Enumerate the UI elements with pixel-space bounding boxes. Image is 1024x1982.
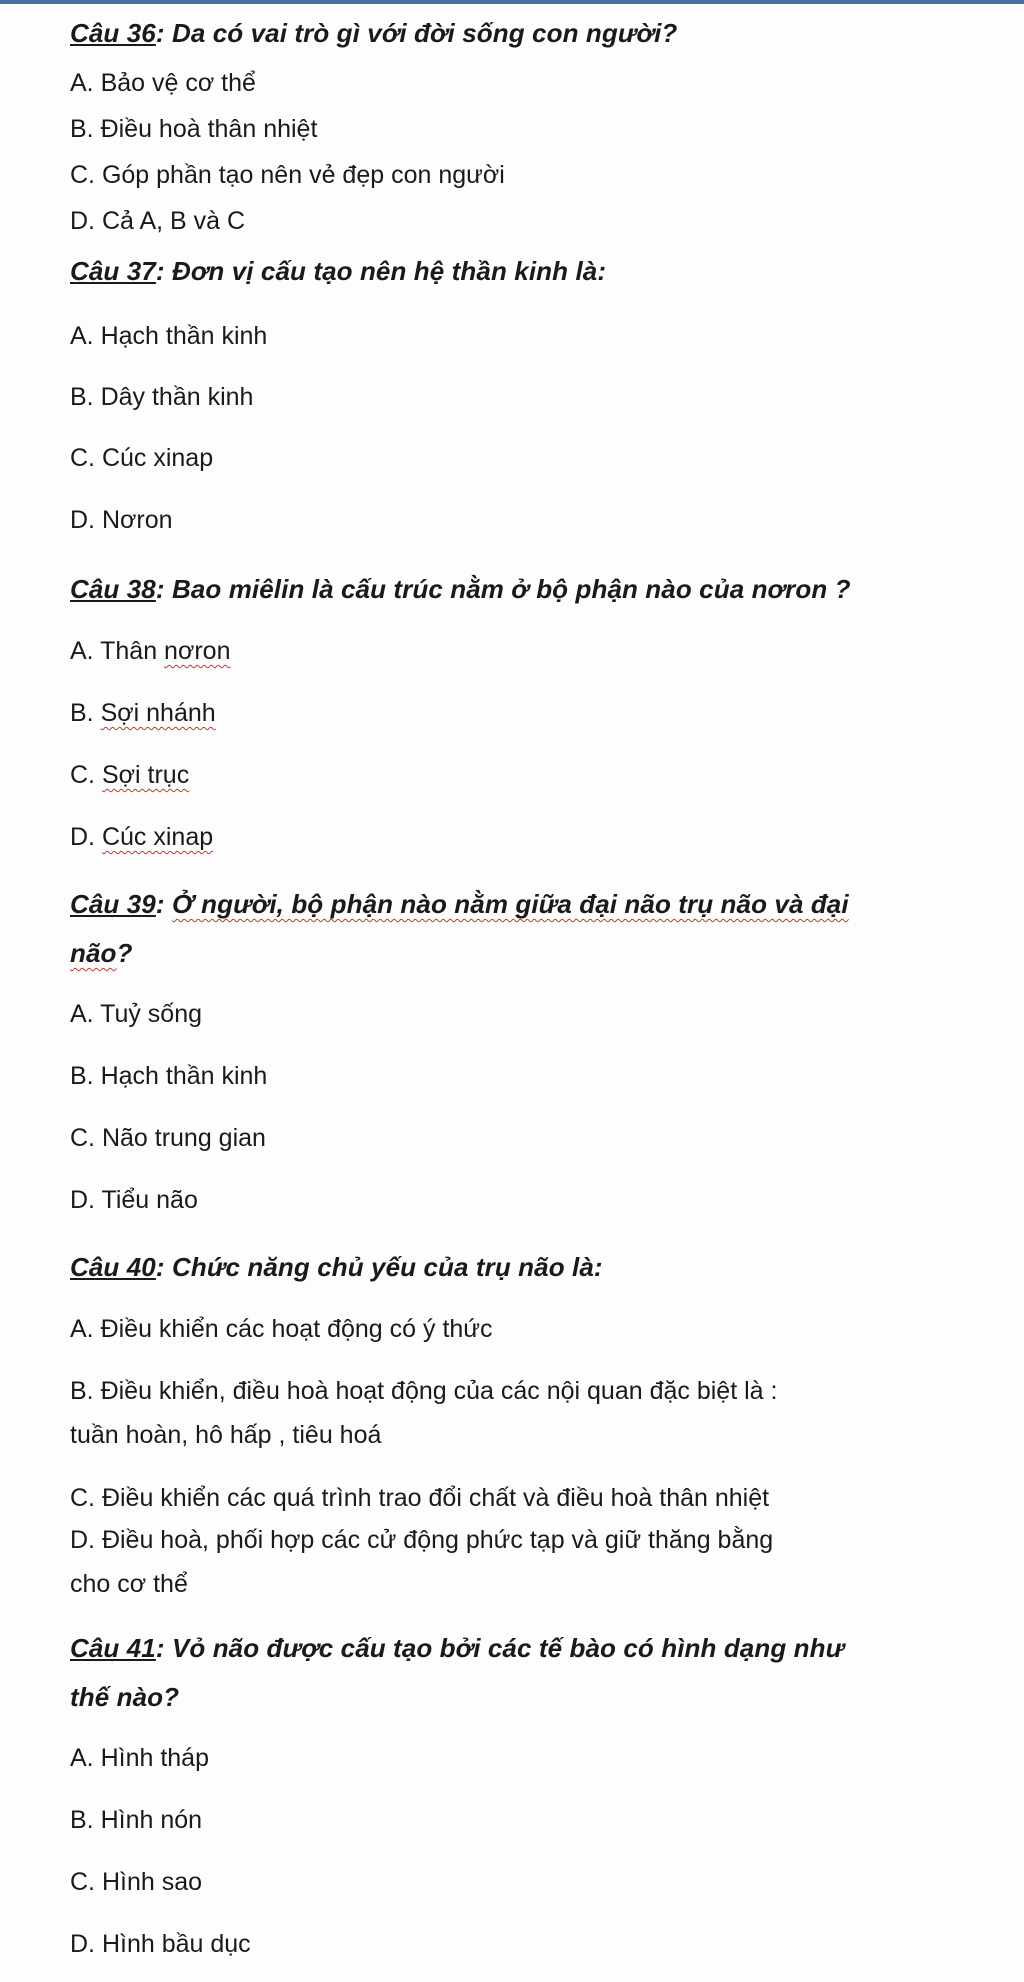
question-text-marked: não: [70, 938, 117, 968]
question-41-title-line-2: thế nào?: [70, 1682, 180, 1712]
question-40-option-b-line-2: tuần hoàn, hô hấp , tiêu hoá: [70, 1421, 382, 1449]
question-37-option-a: A. Hạch thần kinh: [70, 322, 268, 350]
question-40-option-a: A. Điều khiển các hoạt động có ý thức: [70, 1315, 493, 1343]
question-38-option-a: [70, 637, 230, 666]
question-38-option-b: [70, 699, 216, 728]
question-40-option-d-line-1: D. Điều hoà, phối hợp các cử động phức tạp và giữ thăng bằng: [70, 1526, 774, 1554]
question-text: : Vỏ não được cấu tạo bởi các tế bào có hình dạng như: [155, 1633, 845, 1663]
question-number: Câu 37: [70, 256, 156, 286]
question-text: : Chức năng chủ yếu của trụ não là:: [155, 1252, 603, 1282]
question-39-option-d: D. Tiểu não: [70, 1186, 198, 1214]
question-37-option-d: D. Nơron: [70, 506, 173, 534]
question-36-option-a: A. Bảo vệ cơ thể: [70, 69, 256, 97]
question-36-option-c: C. Góp phần tạo nên vẻ đẹp con người: [70, 161, 505, 189]
option-prefix: A. Thân: [70, 637, 165, 665]
option-prefix: D.: [70, 823, 102, 851]
spellcheck-marked-word: Cúc xinap: [101, 823, 214, 851]
question-text: Ở người, bộ phận nào nằm giữa đại não trụ não và đại: [171, 889, 849, 919]
question-37-title: [70, 256, 606, 287]
question-text: : Đơn vị cấu tạo nên hệ thần kinh là:: [155, 256, 607, 286]
question-41-title-line-1: [70, 1633, 844, 1664]
question-39-title-line-1: [70, 889, 849, 920]
question-40-option-b-line-1: B. Điều khiển, điều hoà hoạt động của các nội quan đặc biệt là :: [70, 1377, 778, 1405]
question-text-sep: :: [155, 889, 172, 919]
question-number: Câu 38: [70, 574, 156, 604]
spellcheck-marked-word: Sợi nhánh: [100, 699, 216, 727]
spellcheck-marked-word: Sợi trục: [101, 761, 190, 789]
question-number: Câu 40: [70, 1252, 156, 1282]
question-39-option-a: A. Tuỷ sống: [70, 1000, 203, 1028]
question-38-option-c: [70, 761, 189, 790]
question-36-option-d: D. Cả A, B và C: [70, 207, 246, 235]
question-38-title: [70, 574, 851, 605]
question-number: Câu 41: [70, 1633, 156, 1663]
question-41-option-b: B. Hình nón: [70, 1806, 203, 1834]
question-40-title: [70, 1252, 603, 1283]
question-text: : Bao miêlin là cấu trúc nằm ở bộ phận nào của nơron ?: [155, 574, 851, 604]
question-37-option-c: C. Cúc xinap: [70, 444, 214, 472]
question-41-option-c: C. Hình sao: [70, 1868, 203, 1896]
option-prefix: C.: [70, 761, 102, 789]
question-41-option-d: D. Hình bầu dục: [70, 1930, 251, 1958]
question-text-end: ?: [116, 938, 133, 968]
spellcheck-marked-word: nơron: [164, 637, 231, 665]
question-39-title-line-2: [70, 938, 133, 969]
question-38-option-d: [70, 823, 213, 852]
question-36-title: [70, 18, 677, 49]
option-prefix: B.: [70, 699, 101, 727]
question-36-option-b: B. Điều hoà thân nhiệt: [70, 115, 318, 143]
question-number: Câu 36: [70, 18, 156, 48]
question-37-option-b: B. Dây thần kinh: [70, 383, 254, 411]
question-39-option-c: C. Não trung gian: [70, 1124, 266, 1152]
question-40-option-c: C. Điều khiển các quá trình trao đổi chất và điều hoà thân nhiệt: [70, 1484, 770, 1512]
question-40-option-d-line-2: cho cơ thể: [70, 1570, 188, 1598]
question-39-option-b: B. Hạch thần kinh: [70, 1062, 268, 1090]
question-text: : Da có vai trò gì với đời sống con người?: [155, 18, 678, 48]
question-41-option-a: A. Hình tháp: [70, 1744, 209, 1772]
question-number: Câu 39: [70, 889, 156, 919]
